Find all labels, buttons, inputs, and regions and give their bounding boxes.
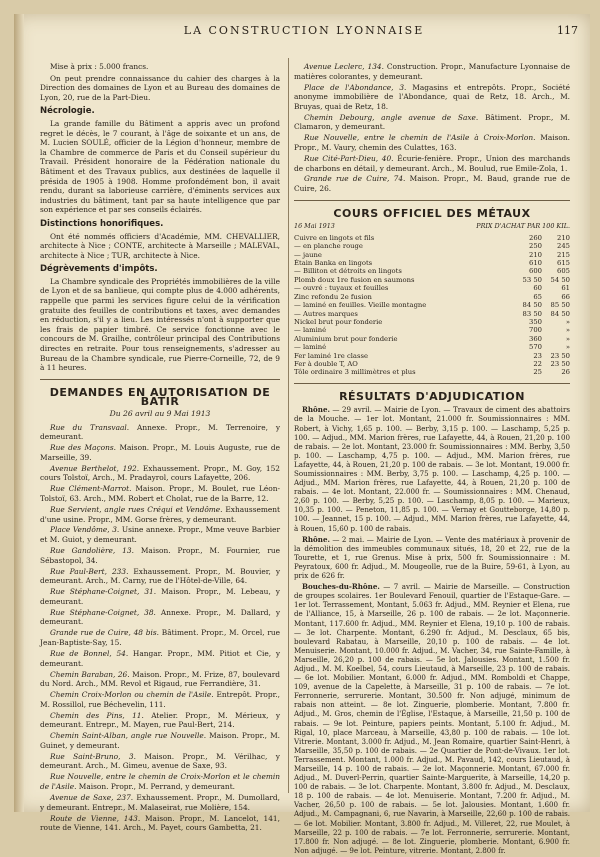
price-max: 61 — [561, 284, 570, 293]
adjudication-title: RÉSULTATS D'ADJUDICATION — [339, 389, 525, 403]
price-max: » — [565, 326, 570, 335]
metal-label: Fer à double T, AO — [294, 359, 358, 368]
page-number: 117 — [557, 24, 578, 37]
entry-lead: Rue des Maçons. — [50, 443, 116, 453]
price-min: 610 — [529, 259, 542, 268]
binding-spine — [14, 14, 24, 812]
entry-lead: Grande rue de Cuire, 74. — [304, 174, 406, 184]
entry-lead: Rue Cité-Part-Dieu, 40. — [304, 153, 394, 163]
metal-label: Étain Banka en lingots — [294, 259, 373, 268]
metal-label: — laminé en feuilles. Vieille montagne — [294, 301, 427, 310]
price-min: 83 50 — [522, 309, 542, 318]
price-min: 84 50 — [522, 301, 542, 310]
table-row — [294, 242, 570, 250]
metal-label: — laminé — [294, 326, 327, 335]
demandes-subtitle: Du 26 avril au 9 Mai 1913 — [109, 409, 211, 418]
metal-label: Aluminium brut pour fonderie — [294, 334, 398, 343]
entry-lead: Chemin Saint-Alban, angle rue Nouvelle. — [50, 731, 207, 741]
price-min: 23 — [533, 351, 542, 360]
metal-label: Nickel brut pour fonderie — [294, 317, 383, 326]
price-min: 60 — [533, 284, 542, 293]
entry-lead: Rue Gandolière, 13. — [50, 546, 134, 556]
price-max: 615 — [557, 259, 570, 268]
table-row — [294, 368, 570, 376]
entry-lead: Rue Stéphane-Coignet, 31. — [50, 587, 157, 597]
section-rule — [40, 379, 280, 380]
price-max: 210 — [557, 233, 570, 242]
table-row — [294, 251, 570, 259]
entry-lead: Rue de Bonnel, 54. — [50, 648, 129, 658]
list-item — [40, 608, 280, 627]
price-max: » — [565, 317, 570, 326]
entry-text: Maison. Propr., M. Guinet, y demeurant. — [40, 731, 280, 750]
demandes-continued-list — [294, 62, 570, 194]
list-item — [40, 814, 280, 833]
entry-text: Maison. Propr., M. Perrand, y demeurant. — [76, 782, 236, 792]
left-column — [40, 62, 280, 834]
price-max: 66 — [561, 292, 570, 301]
metaux-title: COURS OFFICIEL DES MÉTAUX — [333, 206, 531, 220]
price-min: 360 — [529, 334, 542, 343]
metaux-header — [294, 222, 570, 232]
price-min: 570 — [529, 343, 542, 352]
metaux-date: 16 Mai 1913 — [294, 222, 335, 231]
list-item — [40, 752, 280, 771]
price-min: 260 — [529, 233, 542, 242]
table-row — [294, 326, 570, 334]
entry-text: Maison. Propr., M. Vérilhac, y demeurant. Arch., M. Gimeu, avenue de Saxe, 93. — [40, 751, 280, 771]
list-item — [294, 113, 570, 132]
table-row — [294, 284, 570, 292]
price-max: 605 — [557, 267, 570, 276]
price-max: 23 50 — [550, 359, 570, 368]
metal-label: Cuivre en lingots et fils — [294, 233, 375, 242]
entry-lead: Place de l'Abondance, 3. — [304, 82, 407, 92]
price-max: 85 50 — [550, 301, 570, 310]
intro-paragraph: On peut prendre connaissance du cahier des charges à la Direction des domaines de Lyon et au Bureau des domaines de Lyon, 20, rue de la Part-Dieu. — [40, 73, 280, 102]
metal-label: — laminé — [294, 343, 327, 352]
entry-lead: Rue Nouvelle, entre le chemin de l'Asile à Croix-Morlon. — [304, 133, 536, 143]
list-item — [294, 62, 570, 81]
table-row — [294, 267, 570, 275]
metaux-table — [294, 234, 570, 377]
list-item — [294, 582, 570, 855]
entry-text: Construction. Propr., Manufacture Lyonnaise de matières colorantes, y demeurant. — [294, 62, 570, 81]
list-item — [40, 793, 280, 812]
table-row — [294, 276, 570, 284]
entry-text: Annexe. Propr., M. Terrenoire, y demeurant. — [40, 422, 281, 442]
entry-text: Hangar. Propr., MM. Pitiot et Cie, y demeurant. — [40, 648, 280, 668]
entry-text: Bâtiment. Propr., M. Orcel, rue Jean-Baptiste-Say, 15. — [40, 628, 281, 647]
price-min: 210 — [529, 250, 542, 259]
entry-text: Bâtiment. Propr., M. Clamaron, y demeurant. — [294, 112, 571, 132]
entry-text: Atelier. Propr., M. Mérieux, y demeurant. Entrepr., M. Mayen, rue Paul-Bert, 214. — [40, 710, 281, 730]
adjudication-list — [294, 405, 570, 855]
entry-lead: Rhône. — [302, 534, 330, 544]
section-heading-degrevements: Dégrèvements d'impôts. — [40, 264, 158, 275]
price-max: 23 50 — [550, 351, 570, 360]
journal-title: LA CONSTRUCTION LYONNAISE — [183, 24, 425, 37]
entry-text: Exhaussement. Propr., M. Goy, 152 cours Tolstoï, Arch., M. Pradayrol, cours Lafayette, 206. — [40, 463, 280, 483]
entry-lead: Rue du Transvaal. — [50, 422, 130, 432]
metal-label: — jaune — [294, 250, 322, 259]
entry-text: Annexe. Propr., M. Dallard, y demeurant. — [40, 607, 280, 627]
list-item — [40, 649, 280, 668]
entry-lead: Rue Servient, angle rues Créqui et Vendôme. — [50, 504, 223, 514]
price-min: 350 — [529, 317, 542, 326]
list-item — [40, 525, 280, 544]
entry-lead: Rue Nouvelle, entre le chemin de Croix-Morlon et le chemin de l'Asile. — [40, 772, 280, 792]
table-row — [294, 234, 570, 242]
demandes-list — [40, 423, 280, 833]
list-item — [40, 670, 280, 689]
entry-text: — 2 mai. — Mairie de Lyon. — Vente des matériaux à provenir de la démolition des immeubles communaux situés, 18, 20 et 22, rue de la Tourette, et 1, rue Grenus. Mise à prix, 500 fr. Soumissionnaire : M. Peyratoux, 600 fr. Adjud., M. Mougeolle, rue de la Buire, 59-61, à Lyon, au prix de 626 fr. — [294, 534, 570, 581]
price-max: 26 — [561, 368, 570, 377]
table-row — [294, 318, 570, 326]
list-item — [40, 423, 280, 442]
price-min: 53 50 — [522, 275, 542, 284]
entry-lead: Chemin Debourg, angle avenue de Saxe. — [304, 112, 479, 122]
entry-lead: Rue Saint-Bruno, 3. — [50, 751, 136, 761]
metal-label: Plomb doux 1re fusion en saumons — [294, 275, 415, 284]
list-item — [294, 535, 570, 580]
table-row — [294, 301, 570, 309]
price-min: 65 — [533, 292, 542, 301]
list-item — [40, 690, 280, 709]
list-item — [294, 405, 570, 532]
list-item — [40, 587, 280, 606]
table-row — [294, 343, 570, 351]
price-min: 600 — [529, 267, 542, 276]
price-min: 25 — [533, 368, 542, 377]
metal-label: Fer laminé 1re classe — [294, 351, 368, 360]
price-max: 245 — [557, 242, 570, 251]
entry-text: Maison. Propr., M. Vaury, chemin des Culattes, 163. — [294, 133, 570, 152]
list-item — [40, 772, 280, 791]
entry-lead: Rue Stéphane-Coignet, 38. — [50, 607, 156, 617]
column-divider — [288, 58, 289, 793]
entry-lead: Chemin Baraban, 26. — [50, 669, 130, 679]
entry-text: Exhaussement d'une usine. Propr., MM. Gorse frères, y demeurant. — [40, 504, 280, 524]
price-min: 700 — [529, 326, 542, 335]
entry-text: Magasins et entrepôts. Propr., Société anonyme immobilière de l'Abondance, quai de Retz, 18. Arch., M. Bruyas, quai de Retz, 18. — [294, 82, 570, 111]
table-row — [294, 293, 570, 301]
entry-lead: Rue Clément-Marrot. — [50, 484, 132, 494]
distinctions-text: Ont été nommés officiers d'Académie, MM. CHEVALLIER, architecte à Nice ; CONTE, architecte à Marseille ; MALEVAL, architecte à Nice ; TUR, architecte à Nice. — [40, 231, 280, 260]
section-heading-necrologie: Nécrologie. — [40, 106, 95, 117]
entry-text: Maison. Propr., M. Frize, 87, boulevard du Nord. Arch., MM. Revol et Rigaud, rue Ferrandière, 31. — [40, 669, 280, 689]
metaux-column-head: PRIX D'ACHAT PAR 100 KIL. — [476, 222, 570, 231]
metal-label: — Autres marques — [294, 309, 358, 318]
price-max: » — [565, 334, 570, 343]
entry-text: Écurie-fenière. Propr., Union des marchands de charbons en détail, y demeurant. Arch., M. Boulud, rue Emile-Zola, 1. — [294, 153, 570, 173]
necrologie-text: La grande famille du Bâtiment a appris avec un profond regret le décès, le 7 courant, à l'âge de soixante et un ans, de M. Lucien SOULÉ, officier de la Légion d'honneur, membre de la Chambre de commerce de Paris et du Conseil supérieur du Travail. Président honoraire de la Fédération nationale du Bâtiment et des Travaux publics, aux destinées de laquelle il présida de 1905 à 1908. Homme profondément bon, il avait rendu, durant sa laborieuse carrière, d'éminents services aux industries du bâtiment, tant par sa haute intelligence que par son expérience et par ses conseils éclairés. — [40, 118, 280, 215]
entry-text: — 7 avril. — Mairie de Marseille. — Construction de groupes scolaires. 1er Boulevard Fenouil, quartier de l'Estaque-Gare. — 1er lot. Terrassement, Montant, 5.063 fr. Adjud., MM. Reynier et Elena, rue de l'Alliance, 15, à Marseille, 26 p. 100 de rabais. — 2e lot. Maçonnerie. Montant, 117.600 fr. Adjud., MM. Reynier et Elena, 19,10 p. 100 de rabais. — 3e lot. Charpente. Montant, 6.290 fr. Adjud., M. Desclaux, 65 bis, boulevard Rabatau, à Marseille, 20,10 p. 100 de rabais. — 4e lot. Menuiserie. Montant, 10.000 fr. Adjud., M. Vacher, 34, rue Sainte-Famille, à Marseille, 26,20 p. 100 de rabais. — 5e lot. Jalousies. Montant, 1.500 fr. Adjud., M. M. Koelbel, 54, cours Lieutaud, à Marseille, 23 p. 100 de rabais. — 6e lot. Mobilier. Montant, 6.000 fr. Adjud., MM. Romboldi et Chappe, 109, avenue de la Capelette, à Marseille, 31 p. 100 de rabais. — 7e lot. Ferronnerie, serrurerie. Montant, 30.500 fr. Non adjugé, minimum de rabais non atteint. — 8e lot. Zinguerie, plomberie. Montant, 7.800 fr. Adjud., M. Gros, chemin de l'Église, l'Estaque, à Marseille, 21,50 p. 100 de rabais. — 9e lot. Peinture, papiers peints. Montant, 5.100 fr. Adjud., M. Rigal, 10, place Marceau, à Marseille, 43,80 p. 100 de rabais. — 10e lot. Vitrerie. Montant, 3.000 fr. Adjud., M. Jean Romaire, quartier Saint-Henri, à Marseille, 35,50 p. 100 de rabais. — 2e Quartier de Pont-de-Vivaux. 1er lot. Terrassement. Montant, 1.000 fr. Adjud., M. Pavaud, 142, cours Lieutaud, à Marseille, 14 p. 100 de rabais. — 2e lot. Maçonnerie. Montant, 67.000 fr. Adjud., M. Duverl-Perrin, quartier Sainte-Marguerite, à Marseille, 14,20 p. 100 de rabais. — 3e lot. Charpente. Montant, 3.800 fr. Adjud., M. Desclaux, 18 p. 100 de rabais. — 4e lot. Menuiserie. Montant, 7.200 fr. Adjud., M. Vacher, 26,50 p. 100 de rabais. — 5e lot. Jalousies. Montant, 1.600 fr. Adjud., M. Campagnani, 6, rue Navarin, à Marseille, 22,60 p. 100 de rabais. — 6e lot. Mobilier. Montant, 3.800 fr. Adjud., M. Villeret, 22, rue Moulet, à Marseille, 22 p. 100 de rabais. — 7e lot. Ferronnerie, serrurerie. Montant, 17.800 fr. Non adjugé. — 8e lot. Zinguerie, plomberie. Montant, 6.900 fr. Non adjugé. — 9e lot. Peinture, vitrerie. Montant, 2.800 fr. — [294, 582, 570, 855]
price-max: 84 50 — [550, 309, 570, 318]
entry-text: — 29 avril. — Mairie de Lyon. — Travaux de ciment des abattoirs de la Mouche. — 1er lot. Montant, 21.000 fr. Soumissionnaires : MM. Robert, à Vichy, 1,65 p. 100. — Berby, 3,15 p. 100. — Laschamp, 5,25 p. 100. — Adjud., MM. Marion frères, rue Lafayette, 44, à Rouen, 21,20 p. 100 de rabais. — 2e lot. Montant, 23.000 fr. Soumissionnaires : MM. Berby, 3,50 p. 100. — Laschamp, 4,75 p. 100. — Adjud., MM. Marion frères, rue Lafayette, 44, à Rouen, 21,20 p. 100 de rabais. — 3e lot. Montant, 19.000 fr. Soumissionnaires : MM. Berby, 3,75 p. 100. — Laschamp, 4,25 p. 100. — Adjud., MM. Marion frères, rue Lafayette, 44, à Rouen, 21,20 p. 100 de rabais. — 4e lot. Montant, 22.000 fr. — Soumissionnaires : MM. Chenaud, 2,60 p. 100. — Berby, 5,25 p. 100. — Laschamp, 8,05 p. 100. — Marieux, 10,35 p. 100. — Peneton, 11,85 p. 100. — Vernay et Goutteborge, 14,80 p. 100. — Jeannet, 15 p. 100. — Adjud., MM. Marion frères, rue Lafayette, 44, à Rouen, 15,60 p. 100 de rabais. — [294, 405, 570, 533]
price-max: » — [565, 343, 570, 352]
price-min: 250 — [529, 242, 542, 251]
list-item — [294, 133, 570, 152]
list-item — [40, 567, 280, 586]
metal-label: — Billiton et détroits en lingots — [294, 267, 402, 276]
section-heading-distinctions: Distinctions honorifiques. — [40, 218, 164, 229]
list-item — [40, 731, 280, 750]
degrevements-text: La Chambre syndicale des Propriétés immobilières de la ville de Lyon et de sa banlieue, qui compte plus de 4.000 adhérents, rappelle que parmi les services figure celui de la vérification gratuite des feuilles de contributions et taxes, avec demandes en réduction, s'il y a lieu. Les intéressés n'ont à supporter que les frais de papier timbré. Ce service fonctionne avec le concours de M. Grailhe, contrôleur principal des Contributions directes en retraite. Pour tous renseignements, s'adresser au Bureau de la Chambre syndicale, rue Pierre-Corneille, 72, de 9 à 11 heures. — [40, 276, 280, 373]
entry-lead: Route de Vienne, 143. — [50, 813, 141, 823]
table-row — [294, 335, 570, 343]
list-item — [40, 505, 280, 524]
list-item — [40, 628, 280, 647]
list-item — [294, 174, 570, 193]
table-row — [294, 259, 570, 267]
demandes-title: DEMANDES EN AUTORISATION DE BATIR — [49, 385, 271, 409]
list-item — [294, 83, 570, 112]
right-column — [294, 62, 570, 857]
list-item — [294, 154, 570, 173]
table-row — [294, 352, 570, 360]
entry-text: Entrepôt. Propr., M. Rossillol, rue Béchevelin, 111. — [40, 690, 280, 709]
metal-label: Tôle ordinaire 3 millimètres et plus — [294, 368, 416, 377]
entry-text: Exhaussement. Propr., M. Bouvier, y demeurant. Arch., M. Carny, rue de l'Hôtel-de-Ville, 64. — [40, 566, 280, 586]
list-item — [40, 484, 280, 503]
list-item — [40, 546, 280, 565]
table-row — [294, 310, 570, 318]
entry-text: Maison. Propr., M. Fournier, rue Sébastopol, 34. — [40, 546, 281, 565]
entry-text: Maison. Propr., M. Baud, grande rue de Cuire, 26. — [294, 174, 570, 194]
metal-label: Zinc refondu 2e fusion — [294, 292, 372, 301]
entry-text: Exhaussement. Propr., M. Dumollard, y demeurant. Entrepr., M. Malaseirat, rue Molière, 154. — [40, 793, 281, 812]
entry-lead: Grande rue de Cuire, 48 bis. — [50, 628, 160, 638]
entry-lead: Avenue Berthelot, 192. — [50, 463, 140, 473]
entry-text: Maison. Propr., M. Boulet, rue Léon-Tolstoï, 63. Arch., MM. Robert et Cholat, rue de la Barre, 12. — [40, 484, 280, 503]
price-min: 22 — [533, 359, 542, 368]
table-row — [294, 360, 570, 368]
price-max: 215 — [557, 250, 570, 259]
entry-text: Maison. Propr., M. Louis Auguste, rue de Marseille, 39. — [40, 443, 280, 462]
list-item — [40, 443, 280, 462]
running-header — [30, 24, 578, 42]
price-max: 54 50 — [550, 275, 570, 284]
section-rule — [294, 200, 570, 201]
entry-lead: Chemin Croix-Morlon ou chemin de l'Asile. — [50, 690, 214, 700]
entry-lead: Chemin des Pins, 11. — [50, 710, 144, 720]
intro-paragraph: Mise à prix : 5.000 francs. — [50, 62, 149, 71]
list-item — [40, 711, 280, 730]
list-item — [40, 464, 280, 483]
section-rule — [294, 383, 570, 384]
entry-text: Maison. Propr., M. Lebeau, y demeurant. — [40, 587, 280, 606]
entry-lead: Rhône. — [302, 405, 330, 415]
metal-label: — ouvré : tuyaux et feuilles — [294, 284, 389, 293]
entry-lead: Rue Paul-Bert, 233. — [50, 566, 129, 576]
entry-lead: Place Vendôme, 3. — [50, 525, 120, 535]
entry-lead: Bouches-du-Rhône. — [302, 582, 380, 592]
metal-label: — en planche rouge — [294, 242, 363, 251]
entry-lead: Avenue Leclerc, 134. — [304, 62, 384, 71]
entry-text: Maison. Propr., M. Lancelot, 141, route de Vienne, 141. Arch., M. Payet, cours Gambetta, 21. — [40, 813, 280, 833]
entry-text: Usine annexe. Propr., Mme veuve Barbier et M. Guiot, y demeurant. — [40, 525, 280, 545]
entry-lead: Avenue de Saxe, 237. — [50, 793, 134, 802]
